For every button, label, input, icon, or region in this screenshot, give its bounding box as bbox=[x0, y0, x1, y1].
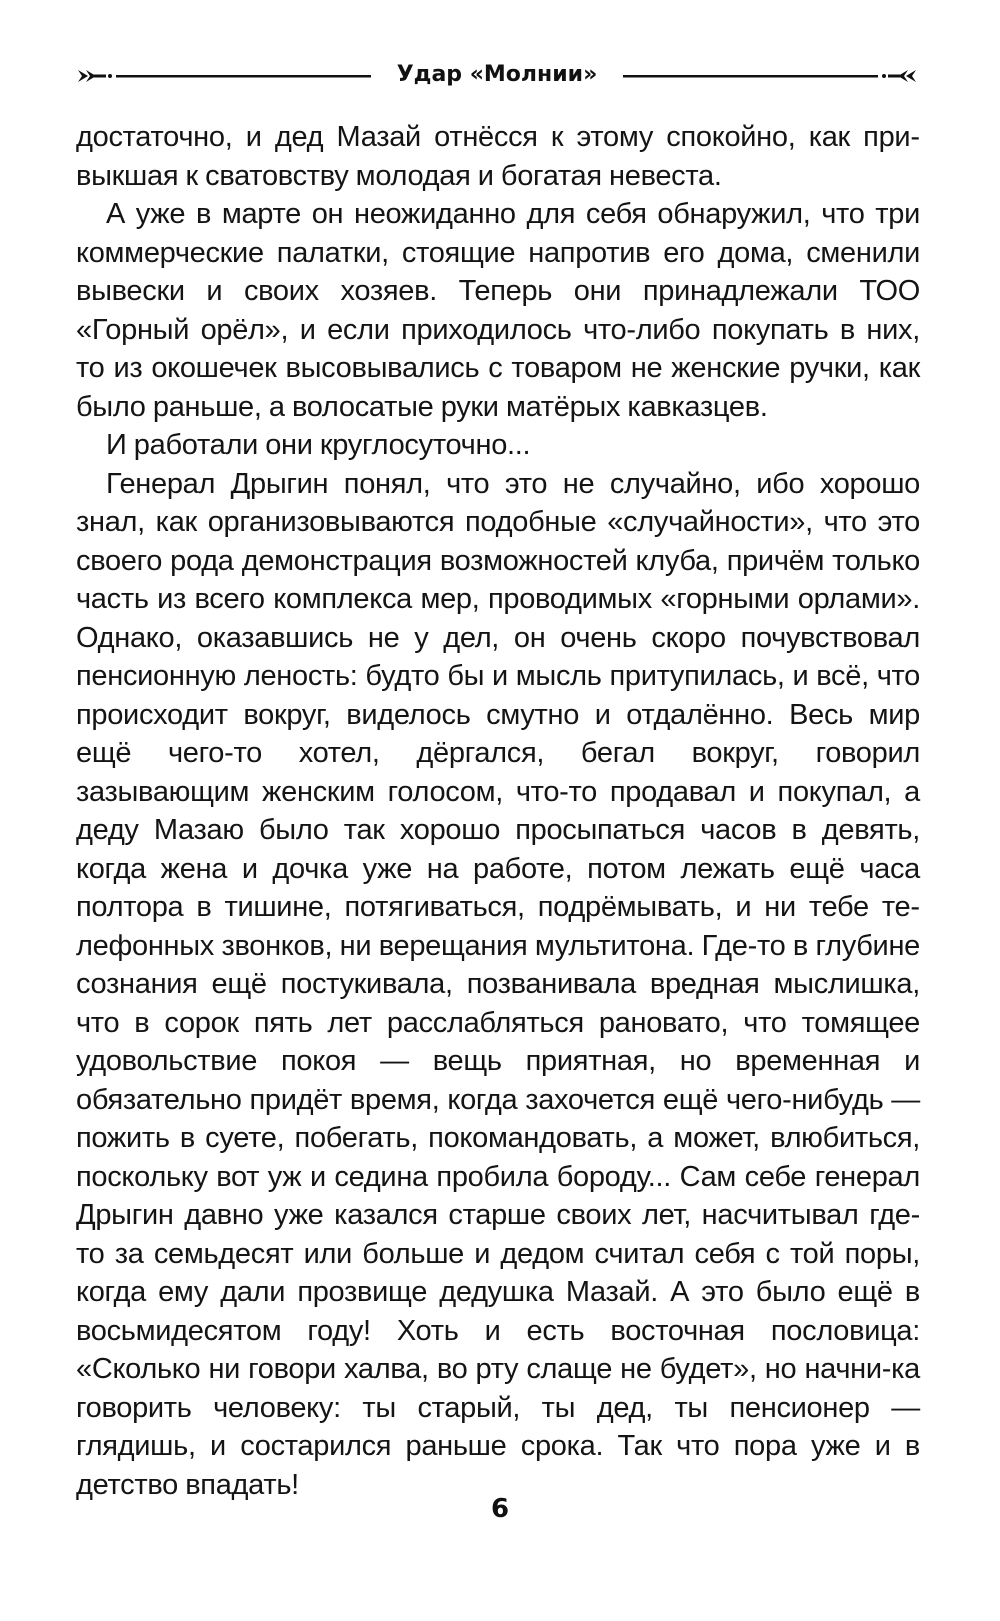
paragraph: Генерал Дрыгин понял, что это не случайно, ибо хорошо знал, как организовываются подобные «случайности», что это своего рода демонстрация возможностей клуба, причём только часть из всего комплекса мер, проводимых «горными орлами». Однако, оказавшись не у дел, он очень скоро почувствовал пенсионную леность: будто бы и мысль притупилась, и всё, что происходит вокруг, виделось смутно и отдалённо. Весь мир ещё чего-то хотел, дёргался, бегал вокруг, говорил зазывающим женским голосом, что-то продавал и покупал, а деду Мазаю было так хорошо просыпаться часов в девять, когда жена и дочка уже на работе, потом лежать ещё часа полтора в тишине, потягиваться, подрёмывать, и ни тебе телефонных звонков, ни верещания мультитона. Где-то в глубине сознания ещё постукивала, позванивала вредная мыслишка, что в сорок пять лет расслабляться рановато, что томящее удовольствие покоя — вещь приятная, но временная и обязательно придёт время, когда захочется ещё чего-нибудь — пожить в суете, побегать, покомандовать, а может, влюбиться, поскольку вот уж и седина пробила бороду... Сам себе генерал Дрыгин давно уже казался старше своих лет, насчитывал где-то за семьдесят или больше и дедом считал себя с той поры, когда ему дали прозвище дедушка Мазай. А это было ещё в восьмидесятом году! Хоть и есть восточная пословица: «Сколько ни говори халва, во рту слаще не будет», но начни-ка говорить человеку: ты старый, ты дед, ты пенсионер — глядишь, и состарился раньше срока. Так что пора уже и в детство впадать! bbox=[76, 467, 920, 1501]
running-header bbox=[78, 58, 916, 94]
page-number: 6 bbox=[490, 1494, 510, 1524]
paragraph: И работали они круглосуточно... bbox=[106, 429, 531, 461]
left-header-rule-icon bbox=[78, 66, 378, 86]
paragraph: А уже в марте он неожиданно для себя обнаружил, что три коммерческие палатки, стоящие напротив его дома, сменили вывески и своих хозяев. Теперь они принадлежали ТОО «Горный орёл», и если приходилось что-либо покупать в них, то из окошечек высовывались с товаром не женские ручки, как было раньше, а волосатые руки матёрых кавказцев. bbox=[76, 198, 920, 423]
paragraph-continuation: достаточно, и дед Мазай отнёсся к этому спокойно, как привыкшая к сватовству молодая и богатая невеста. bbox=[76, 121, 920, 192]
running-title: Удар «Молнии» bbox=[396, 62, 598, 87]
right-header-rule-icon bbox=[616, 66, 916, 86]
body-text bbox=[76, 118, 920, 1504]
